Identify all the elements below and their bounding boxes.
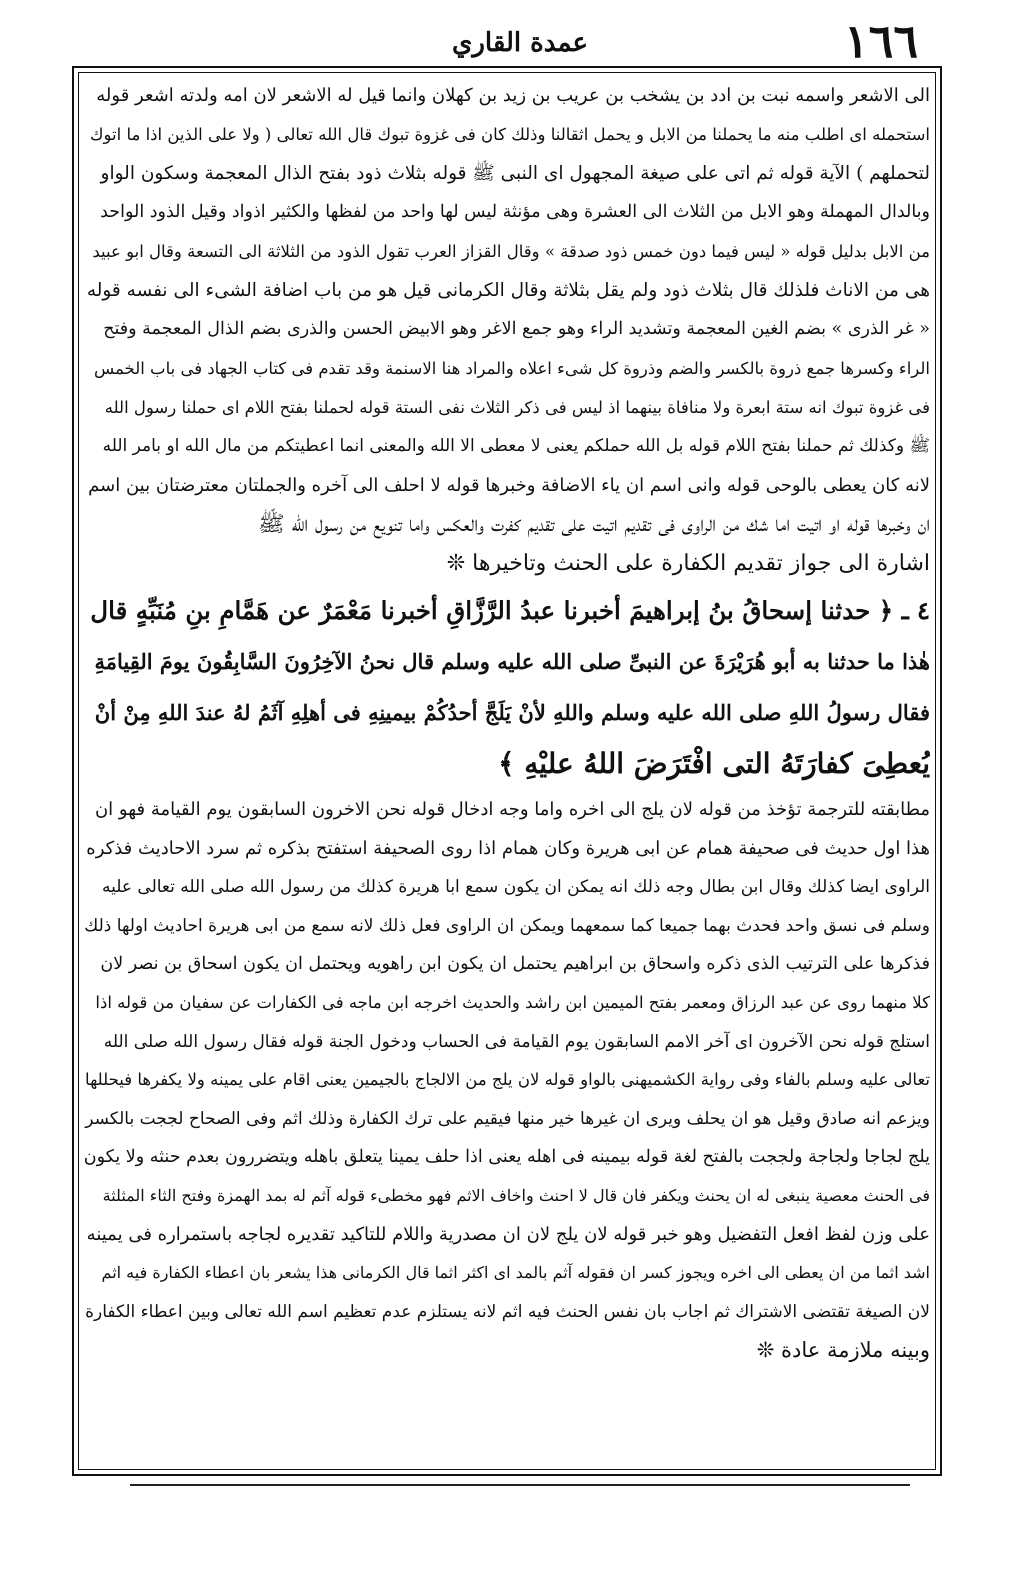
commentary-line: الراء وكسرها جمع ذروة بالكسر والضم وذروة كل شىء اعلاه والمراد هنا الاسنمة وقد تقدم فى كتاب الجهاد فى باب الخمس (93, 359, 930, 378)
commentary-line: الى الاشعر واسمه نبت بن ادد بن يشخب بن عريب بن زيد بن كهلان وانما قيل له الاشعر لان امه ولدته اشعر قوله (96, 85, 930, 106)
hadith-line-text: ـ ﴿ حدثنا إسحاقُ بنُ إبراهيمَ أخبرنا عبدُ الرَّزَّاقِ أخبرنا مَعْمَرٌ عن هَمَّامِ بنِ مُنَبِّهٍ قال (90, 596, 909, 625)
commentary-line: اشد اثما من ان يعطى الى اخره ويجوز كسر ان فقوله آثم بالمد اى اكثر اثما قال الكرمانى هذا يشعر بان اعطاء الكفارة فيه اثم (101, 1263, 930, 1283)
commentary-line: يلج لجاجا ولجاجة ولججت بالفتح لغة قوله بيمينه فى اهله يعنى اذا حلف يمينا يتعلق باهله ويتضررون بعدم حنثه ولا يكون (84, 1147, 930, 1168)
commentary-line: لان الصيغة تقتضى الاشتراك ثم اجاب بان نفس الحنث فيه اثم لانه يستلزم عدم تعظيم اسم الله تعالى وبين اعطاء الكفارة (85, 1301, 930, 1322)
commentary-top (84, 76, 930, 583)
commentary-line: هذا اول حديث فى صحيفة همام عن ابى هريرة وكان همام اذا روى الصحيفة استفتح بذكره ثم سرد الاحاديث فذكره (86, 837, 930, 859)
hadith-line: يُعطِىَ كفارَتَهُ التى افْتَرَضَ اللهُ عليْهِ ﴾ (498, 747, 930, 780)
commentary-line: لتحملهم ) الآية قوله ثم اتى على صيغة المجهول اى النبى ﷺ قوله بثلاث ذود بفتح الذال المعجمة وسكون الواو (100, 163, 930, 184)
commentary-line: هى من الاناث فلذلك قال بثلاث ذود ولم يقل بثلاثة وقال الكرمانى قيل هو من باب اضافة الشىء الى نفسه قوله (86, 280, 930, 301)
commentary-line: اشارة الى جواز تقديم الكفارة على الحنث وتاخيرها ❊ (446, 551, 930, 576)
commentary-line: من الابل بدليل قوله « ليس فيما دون خمس ذود صدقة » وقال القزاز العرب تقول الذود من الثلاثة الى التسعة وقال ابو عبيد (92, 242, 930, 261)
hadith-line: فقال رسولُ اللهِ صلى الله عليه وسلم واللهِ لأنْ يَلَجَّ أحدُكُمْ بيمينِهِ فى أهلِهِ آثَمُ لهُ عندَ اللهِ مِنْ أنْ (94, 700, 930, 725)
commentary-line: فذكرها على الترتيب الذى ذكره واسحاق بن ابراهيم يحتمل ان يكون ابن راهويه ويحتمل ان يكون اسحاق بن نصر لان (100, 954, 930, 975)
commentary-line: على وزن لفظ افعل التفضيل وهو خبر قوله لان يلج لان ان مصدرية واللام للتاكيد تقديره لجاجه باستمراره فى يمينه (86, 1223, 930, 1245)
commentary-bottom (84, 791, 930, 1370)
commentary-line: الراوى ايضا كذلك وقال ابن بطال وجه ذلك انه يمكن ان يكون سمع ابا هريرة كذلك من رسول الله صلى الله تعالى عليه (101, 877, 930, 898)
commentary-line: تعالى عليه وسلم بالفاء وفى رواية الكشميهنى بالواو قوله لان يلج من الالجاج بالجيمين يعنى اقام على يمينه ولا يكفرها فيحللها (85, 1070, 930, 1090)
page-number: ١٦٦ (843, 14, 919, 68)
text-body (84, 76, 930, 1468)
running-title: عمدة القاري (452, 28, 588, 58)
commentary-line: ان وخبرها قوله او اتيت اما شك من الراوى فى تقديم اتيت على تقديم كفرت والعكس واما تنويع من رسول الله ﷺ (258, 512, 930, 537)
commentary-line: وسلم فى نسق واحد فحدث بهما جميعا كما سمعهما ويمكن ان الراوى فعل ذلك لانه سمع من ابى هريرة احاديث اولها ذلك (84, 915, 930, 936)
bottom-rule (130, 1484, 910, 1486)
commentary-line: وبينه ملازمة عادة ❊ (756, 1338, 930, 1363)
hadith-number: ٤ (916, 596, 930, 625)
commentary-line: مطابقته للترجمة تؤخذ من قوله لان يلج الى اخره واما وجه ادخال قوله نحن الاخرون السابقون يوم القيامة فهو ان (94, 799, 930, 820)
commentary-line: ﷺ وكذلك ثم حملنا بفتح اللام قوله بل الله حملكم يعنى لا معطى الا الله والمعنى انما اعطيتكم من مال الله او بامر الله (102, 436, 930, 456)
commentary-line: فى غزوة تبوك انه ستة ابعرة ولا منافاة بينهما اذ ليس فى ذكر الثلاث نفى الستة قوله لحملنا بفتح اللام اى حملنا رسول الله (104, 398, 930, 417)
hadith-line: هٰذا ما حدثنا به أبو هُرَيْرَةَ عن النبىِّ صلى الله عليه وسلم قال نحنُ الآخِرُونَ السَّابِقُونَ يومَ القِيامَةِ (94, 649, 930, 674)
commentary-line: وبالدال المهملة وهو الابل من الثلاث الى العشرة وهى مؤنثة ليس لها واحد من لفظها والكثير اذواد وقيل الذود الواحد (100, 202, 930, 222)
commentary-line: لانه كان يعطى بالوحى قوله وانى اسم ان ياء الاضافة وخبرها قوله لا احلف الى آخره والجملتان معترضتان بين اسم (88, 475, 930, 496)
hadith-block (84, 585, 930, 789)
commentary-line: استحمله اى اطلب منه ما يحملنا من الابل و يحمل اثقالنا وذلك كان فى غزوة تبوك قال الله تعالى ( ولا على الذين اذا ما اتوك (89, 125, 930, 144)
commentary-line: استلج قوله نحن الآخرون اى آخر الامم السابقون يوم القيامة فى الحساب ودخول الجنة قوله فقال رسول الله صلى الله (103, 1031, 930, 1052)
commentary-line: فى الحنث معصية ينبغى له ان يحنث ويكفر فان قال لا احنث واخاف الاثم فهو مخطىء قوله آثم له بمد الهمزة وفتح الثاء المثلثة (102, 1185, 930, 1205)
commentary-line: « غر الذرى » بضم الغين المعجمة وتشديد الراء وهو جمع الاغر وهو الابيض الحسن والذرى بضم الذال المعجمة وفتح (103, 319, 930, 339)
commentary-line: كلا منهما روى عن عبد الرزاق ومعمر بفتح الميمين ابن راشد والحديث اخرجه ابن ماجه فى الكفارات عن سفيان من قوله اذا (95, 992, 930, 1012)
commentary-line: ويزعم انه صادق وقيل هو ان يحلف ويرى ان غيرها خير منها فيقيم على ترك الكفارة وذلك اثم وفى الصحاح لججت بالكسر (85, 1108, 930, 1129)
hadith-line (84, 585, 930, 636)
